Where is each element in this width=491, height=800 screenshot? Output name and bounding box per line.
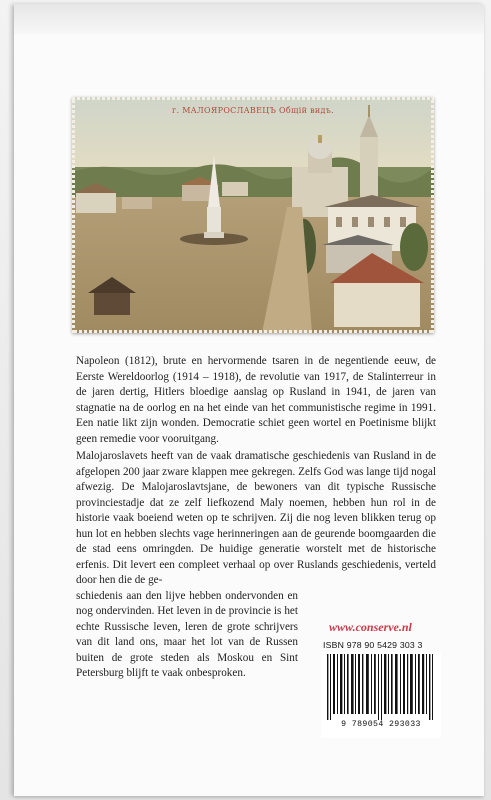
postcard-caption: г. МАЛОЯРОСЛАВЕЦЪ Общій видъ. (172, 106, 334, 115)
cover-top-band (14, 4, 484, 34)
blurb-paragraph-2-continued: schiedenis aan den lijve hebben ondervonden en nog ondervinden. Het leven in de provincie is het echte Russische leven, leren de grote schrijvers van dit land ons, maar het lot van de Russen buiten de grote steden als Moskou en Sint Petersburg blijft te vaak onbesproken. (76, 589, 298, 679)
publisher-website: www.conserve.nl (329, 620, 412, 634)
vintage-postcard-image (72, 97, 434, 333)
barcode-icon (321, 652, 441, 722)
blurb-paragraph-1: Napoleon (1812), brute en hervormende tsaren in de negentiende eeuw, de Eerste Wereldoorlog (1914 – 1918), de revolutie van 1917, de Stalinterreur in de jaren dertig, Hitlers bloedige aanslag op Rusland in 1941, de jaren van stagnatie na de oorlog en na het einde van het communistische regime in 1991. Een natie likt zijn wonden. Democratie schiet geen wortel en Poetinisme blijkt geen remedie voor vooruitgang. (76, 355, 436, 445)
isbn-label: ISBN 978 90 5429 303 3 (323, 640, 423, 650)
blurb-paragraph-2: Malojaroslavets heeft van de vaak dramatische geschiedenis van Rusland in de afgelopen 200 jaar zware klappen mee gekregen. Zelfs God was lange tijd nogal afwezig. De Malojaroslavtsjane, de bewoners van dit typische Russische provinciestadje dat ze zelf liefkozend Maly noemen, hebben hun rol in de historie vaak boeiend weten op te schrijven. Zij die nog leven blikken terug op hun lot en hebben slechts vage herinneringen aan de geurende boomgaarden die de stad eens omringden. De huidige generatie worstelt met de historische erfenis. Dit levert een compleet verhaal op over Ruslands geschiedenis, verteld door hen die de ge- (76, 450, 436, 586)
barcode-number: 9 789054 293033 (321, 720, 441, 729)
postcard-illustration (72, 97, 434, 333)
